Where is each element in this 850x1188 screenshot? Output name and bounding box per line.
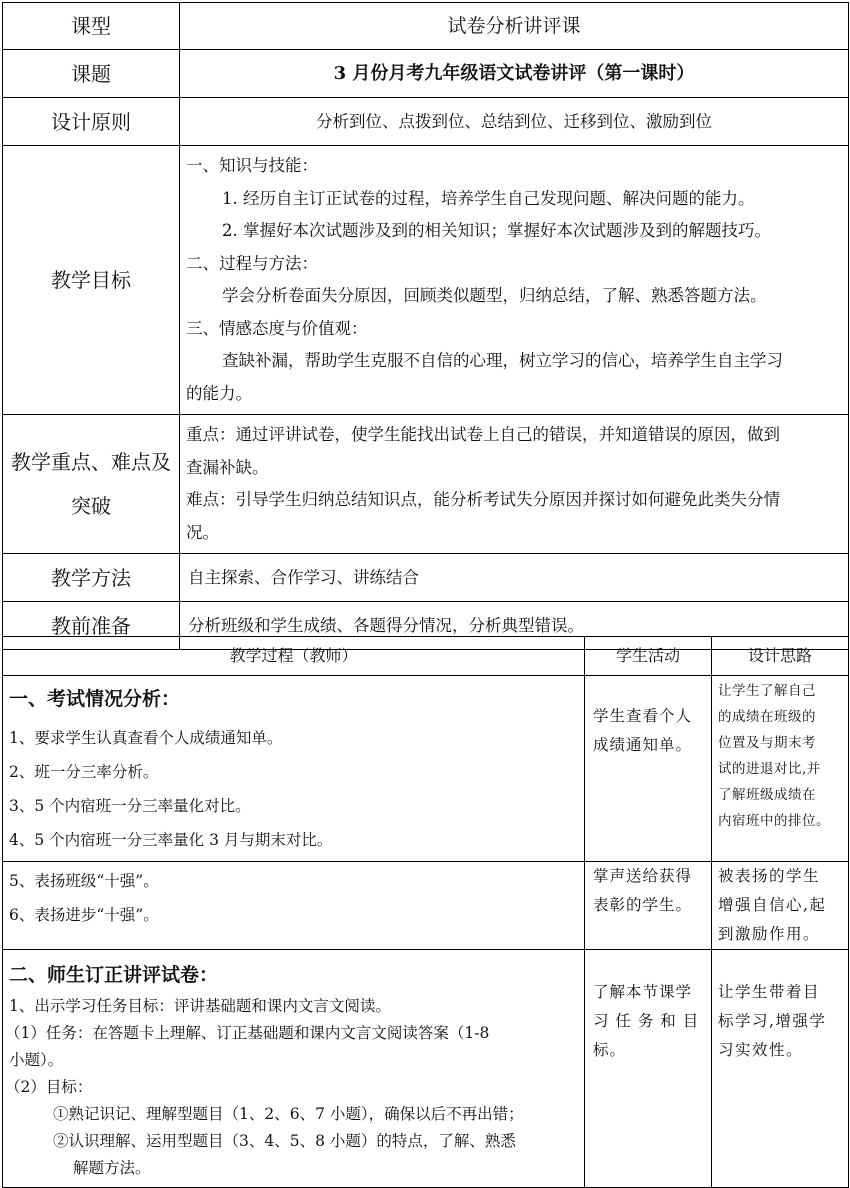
row-course-type bbox=[3, 3, 849, 50]
key-line: 难点：引导学生归纳总结知识点，能分析考试失分原因并探讨如何避免此类失分情 bbox=[186, 490, 780, 509]
goal-line: 2. 掌握好本次试题涉及到的相关知识；掌握好本次试题涉及到的解题技巧。 bbox=[222, 221, 771, 240]
process-item: 小题）。 bbox=[9, 1050, 64, 1069]
section1-title: 一、考试情况分析： bbox=[9, 688, 181, 710]
student-activity-section2 bbox=[585, 950, 712, 1188]
value-topic: 3 月份月考九年级语文试卷讲评（第一课时） bbox=[180, 50, 849, 98]
section1-row-b bbox=[3, 862, 849, 950]
label-teaching-method: 教学方法 bbox=[3, 554, 180, 602]
teaching-goals-content bbox=[180, 146, 849, 415]
header-student-activity: 学生活动 bbox=[585, 637, 712, 676]
goal-line: 查缺补漏，帮助学生克服不自信的心理，树立学习的信心，培养学生自主学习 bbox=[222, 351, 783, 370]
student-activity-a bbox=[585, 676, 712, 862]
section1-row-a bbox=[3, 676, 849, 862]
student-activity-b bbox=[585, 862, 712, 950]
design-idea-line: 的成绩在班级的 bbox=[718, 709, 816, 725]
design-idea-line: 被表扬的学生 bbox=[718, 867, 821, 885]
lesson-info-table bbox=[2, 2, 849, 650]
design-idea-line: 到激励作用。 bbox=[718, 925, 821, 943]
goal-line: 三、情感态度与价值观： bbox=[186, 318, 368, 338]
value-course-type: 试卷分析讲评课 bbox=[180, 3, 849, 50]
value-teaching-method: 自主探索、合作学习、讲练结合 bbox=[180, 554, 849, 602]
goal-line: 二、过程与方法： bbox=[186, 253, 318, 273]
value-design-principle: 分析到位、点拨到位、总结到位、迁移到位、激励到位 bbox=[180, 98, 849, 146]
key-line: 重点：通过评讲试卷，使学生能找出试卷上自己的错误，并知道错误的原因，做到 bbox=[186, 425, 780, 444]
process-item: 3、5 个内宿班一分三率量化对比。 bbox=[9, 796, 251, 815]
row-design-principle bbox=[3, 98, 849, 146]
section2-content bbox=[3, 950, 585, 1188]
label-preparation: 教前准备 bbox=[3, 602, 180, 650]
process-item: 5、表扬班级“十强”。 bbox=[9, 872, 159, 890]
process-item: 6、表扬进步“十强”。 bbox=[9, 906, 159, 924]
goal-line: 1. 经历自主订正试卷的过程，培养学生自己发现问题、解决问题的能力。 bbox=[222, 188, 755, 208]
design-idea-line: 让学生带着目 bbox=[718, 983, 821, 1001]
process-header-row bbox=[3, 637, 849, 676]
student-activity-line: 表彰的学生。 bbox=[593, 896, 693, 914]
teaching-process-table bbox=[2, 636, 849, 1188]
student-activity-line: 掌声送给获得 bbox=[593, 867, 693, 885]
label-key-points bbox=[3, 415, 180, 554]
design-idea-line: 标学习,增强学 bbox=[718, 1012, 827, 1030]
design-idea-line: 让学生了解自己 bbox=[718, 683, 816, 699]
row-topic bbox=[3, 50, 849, 98]
process-item: 2、班一分三率分析。 bbox=[9, 762, 159, 781]
key-points-content bbox=[180, 415, 849, 554]
design-idea-line: 了解班级成绩在 bbox=[718, 787, 816, 803]
row-key-points bbox=[3, 415, 849, 554]
label-course-type: 课型 bbox=[3, 3, 180, 50]
header-design-idea: 设计思路 bbox=[712, 637, 849, 676]
goal-line: 的能力。 bbox=[186, 383, 252, 403]
key-line: 况。 bbox=[186, 522, 219, 542]
value-preparation: 分析班级和学生成绩、各题得分情况，分析典型错误。 bbox=[180, 602, 849, 650]
key-line: 查漏补缺。 bbox=[186, 457, 269, 477]
process-item: （1）任务：在答题卡上理解、订正基础题和课内文言文阅读答案（1-8 bbox=[5, 1023, 490, 1042]
process-item: ①熟记识记、理解型题目（1、2、6、7 小题），确保以后不再出错； bbox=[53, 1104, 524, 1123]
process-item: （2）目标： bbox=[5, 1077, 93, 1096]
design-idea-line: 习实效性。 bbox=[718, 1041, 804, 1059]
label-design-principle: 设计原则 bbox=[3, 98, 180, 146]
label-key-points-line1: 教学重点、难点及 bbox=[11, 450, 171, 474]
student-activity-line: 习 任 务 和 目 bbox=[593, 1012, 700, 1030]
goal-line: 学会分析卷面失分原因，回顾类似题型，归纳总结，了解、熟悉答题方法。 bbox=[222, 286, 767, 305]
label-teaching-goals: 教学目标 bbox=[3, 146, 180, 415]
student-activity-line: 成绩通知单。 bbox=[593, 736, 693, 754]
student-activity-line: 了解本节课学 bbox=[593, 983, 693, 1001]
section2-title: 二、师生订正讲评试卷： bbox=[9, 964, 219, 986]
process-item: 1、要求学生认真查看个人成绩通知单。 bbox=[9, 728, 283, 747]
header-teacher-process: 教学过程（教师） bbox=[3, 637, 585, 676]
section1-content-b bbox=[3, 862, 585, 950]
process-item: ②认识理解、运用型题目（3、4、5、8 小题）的特点，了解、熟悉 bbox=[53, 1131, 516, 1150]
design-idea-line: 内宿班中的排位。 bbox=[718, 813, 830, 829]
label-key-points-line2: 突破 bbox=[71, 494, 111, 518]
label-topic: 课题 bbox=[3, 50, 180, 98]
process-item: 解题方法。 bbox=[73, 1158, 151, 1177]
design-idea-line: 位置及与期末考 bbox=[718, 735, 816, 751]
process-item: 1、出示学习任务目标：评讲基础题和课内文言文阅读。 bbox=[9, 996, 391, 1015]
process-item: 4、5 个内宿班一分三率量化 3 月与期末对比。 bbox=[9, 830, 333, 849]
design-idea-a bbox=[712, 676, 849, 862]
design-idea-b bbox=[712, 862, 849, 950]
row-teaching-method bbox=[3, 554, 849, 602]
row-teaching-goals bbox=[3, 146, 849, 415]
student-activity-line: 标。 bbox=[593, 1041, 627, 1059]
section1-content-a bbox=[3, 676, 585, 862]
design-idea-line: 试的进退对比,并 bbox=[718, 761, 821, 777]
goal-line: 一、知识与技能： bbox=[186, 156, 318, 175]
design-idea-section2 bbox=[712, 950, 849, 1188]
student-activity-line: 学生查看个人 bbox=[593, 707, 693, 725]
design-idea-line: 增强自信心,起 bbox=[718, 896, 827, 914]
section2-row bbox=[3, 950, 849, 1188]
